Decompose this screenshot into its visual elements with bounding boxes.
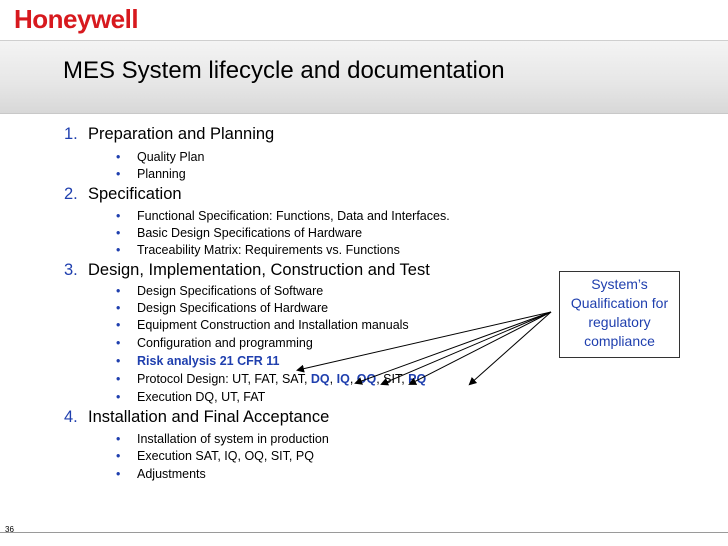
section-number: 3. bbox=[64, 261, 78, 279]
page-number: 36 bbox=[5, 525, 14, 534]
bullet-icon: • bbox=[116, 284, 121, 298]
highlight-pq: PQ bbox=[408, 372, 427, 386]
page-title: MES System lifecycle and documentation bbox=[63, 57, 505, 84]
section-3-heading bbox=[64, 261, 430, 280]
footer-divider bbox=[0, 532, 728, 533]
bullet-item bbox=[116, 150, 204, 164]
callout-line: compliance bbox=[584, 333, 655, 349]
bullet-item-risk-analysis bbox=[116, 354, 279, 368]
callout-line: System’s bbox=[591, 276, 648, 292]
bullet-item bbox=[116, 390, 265, 404]
highlight-dq: DQ bbox=[310, 372, 330, 386]
highlight-oq: OQ bbox=[356, 372, 377, 386]
section-1-heading bbox=[64, 125, 274, 144]
bullet-text: Quality Plan bbox=[137, 150, 205, 164]
bullet-text: Basic Design Specifications of Hardware bbox=[137, 226, 363, 240]
bullet-icon: • bbox=[116, 336, 121, 350]
bullet-icon: • bbox=[116, 354, 121, 368]
separator: , bbox=[349, 372, 357, 386]
section-2-heading bbox=[64, 185, 182, 204]
bullet-text: Functional Specification: Functions, Data and Interfaces. bbox=[137, 209, 450, 223]
bullet-text: Design Specifications of Hardware bbox=[137, 301, 329, 315]
bullet-icon: • bbox=[116, 372, 121, 386]
bullet-text: Planning bbox=[137, 167, 186, 181]
bullet-icon: • bbox=[116, 467, 121, 481]
bullet-icon: • bbox=[116, 390, 121, 404]
bullet-text: Installation of system in production bbox=[137, 432, 329, 446]
bullet-item bbox=[116, 167, 186, 181]
bullet-item bbox=[116, 209, 450, 223]
section-label: Specification bbox=[88, 185, 182, 203]
bullet-text: Execution SAT, IQ, OQ, SIT, PQ bbox=[137, 449, 314, 463]
bullet-icon: • bbox=[116, 209, 121, 223]
bullet-text: Adjustments bbox=[137, 467, 206, 481]
bullet-item bbox=[116, 243, 400, 257]
bullet-icon: • bbox=[116, 432, 121, 446]
bullet-item bbox=[116, 467, 206, 481]
bullet-item bbox=[116, 284, 323, 298]
bullet-text: Configuration and programming bbox=[137, 336, 313, 350]
bullet-text: Execution DQ, UT, FAT bbox=[137, 390, 266, 404]
bullet-item bbox=[116, 449, 314, 463]
bullet-icon: • bbox=[116, 167, 121, 181]
bullet-item bbox=[116, 226, 362, 240]
bullet-text: Equipment Construction and Installation manuals bbox=[137, 318, 409, 332]
bullet-item bbox=[116, 301, 328, 315]
bullet-icon: • bbox=[116, 243, 121, 257]
section-label: Design, Implementation, Construction and Test bbox=[88, 261, 430, 279]
callout-line: Qualification for bbox=[570, 295, 669, 311]
section-number: 4. bbox=[64, 408, 78, 426]
honeywell-logo: Honeywell bbox=[14, 4, 139, 34]
arrow-to-oq bbox=[410, 312, 551, 384]
bullet-item-protocol-design bbox=[116, 372, 426, 386]
section-4-heading bbox=[64, 408, 329, 427]
arrow-to-pq bbox=[470, 312, 551, 384]
section-label: Installation and Final Acceptance bbox=[88, 408, 330, 426]
bullet-item bbox=[116, 432, 329, 446]
qualification-callout-box bbox=[559, 271, 680, 358]
callout-line: regulatory bbox=[588, 314, 651, 330]
separator: , bbox=[329, 372, 337, 386]
bullet-item bbox=[116, 318, 409, 332]
bullet-icon: • bbox=[116, 226, 121, 240]
section-label: Preparation and Planning bbox=[88, 125, 275, 143]
bullet-icon: • bbox=[116, 150, 121, 164]
section-number: 2. bbox=[64, 185, 78, 203]
section-number: 1. bbox=[64, 125, 78, 143]
bullet-icon: • bbox=[116, 449, 121, 463]
bullet-item bbox=[116, 336, 313, 350]
highlight-iq: IQ bbox=[336, 372, 350, 386]
bullet-text: Risk analysis 21 CFR 11 bbox=[137, 354, 280, 368]
bullet-text: Design Specifications of Software bbox=[137, 284, 324, 298]
bullet-icon: • bbox=[116, 301, 121, 315]
bullet-text: Traceability Matrix: Requirements vs. Functions bbox=[137, 243, 400, 257]
bullet-icon: • bbox=[116, 318, 121, 332]
bullet-text: Protocol Design: UT, FAT, SAT, bbox=[137, 372, 311, 386]
separator: , SIT, bbox=[376, 372, 409, 386]
